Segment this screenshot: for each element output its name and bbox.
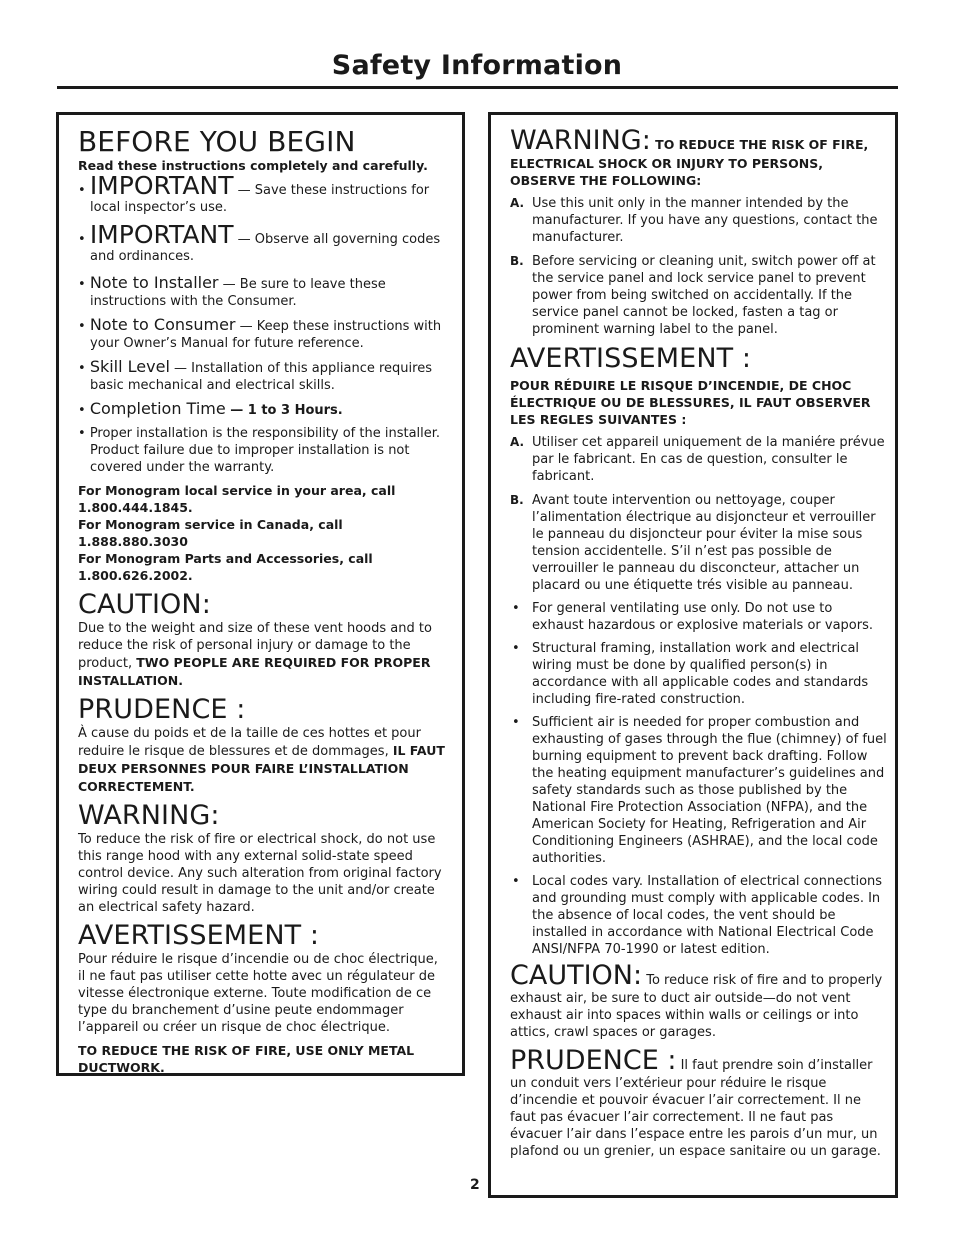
item-marker: A. bbox=[510, 435, 525, 449]
item-text: Avant toute intervention ou nettoyage, couper l’alimentation électrique au disjoncteur et verrouiller le panneau du disjoncteur pour éviter la mise sous tension accidentelle. S’il n’est pas possible de verrouiller le panneau du disconcteur, attacher un placard ou une étiquette trés visible au panneau. bbox=[532, 493, 876, 593]
skill-level-text: — Installation of this appliance requires basic mechanical and electrical skills. bbox=[90, 361, 432, 393]
completion-time-bullet: • Completion Time — 1 to 3 Hours. bbox=[78, 399, 343, 418]
important-codes-text: — Observe all governing codes and ordinances. bbox=[90, 232, 441, 264]
prudence-paragraph bbox=[510, 1047, 887, 1160]
bullet-structural bbox=[510, 640, 887, 708]
bullet-text: For general ventilating use only. Do not use to exhaust hazardous or explosive materials or vapors. bbox=[532, 601, 874, 633]
bullet-dot: • bbox=[512, 715, 520, 730]
parts-phone: For Monogram Parts and Accessories, call 1.800.626.2002. bbox=[78, 551, 373, 583]
caution-body: Due to the weight and size of these vent hoods and to reduce the risk of personal injury or damage to the product, bbox=[78, 621, 432, 671]
avertissement-heading: AVERTISSEMENT : bbox=[78, 920, 320, 951]
item-marker: A. bbox=[510, 196, 525, 210]
bullet-dot: • bbox=[512, 601, 520, 616]
warning-item-b bbox=[510, 253, 887, 338]
before-you-begin-box bbox=[56, 112, 465, 1076]
important-save-bullet: • IMPORTANT — Save these instructions for local inspector’s use. bbox=[78, 171, 430, 215]
item-text: Utiliser cet appareil uniquement de la maniére prévue par le fabricant. En cas de question, consulter le fabricant. bbox=[532, 435, 885, 484]
bullet-sufficient-air bbox=[510, 714, 887, 867]
warning-heading: WARNING: bbox=[510, 125, 651, 156]
title-rule bbox=[57, 86, 898, 89]
prudence-bold: IL FAUT DEUX PERSONNES POUR FAIRE L’INSTALLATION CORRECTEMENT. bbox=[78, 743, 445, 794]
proper-installation-bullet: • Proper installation is the responsibility of the installer. Product failure due to improper installation is not covered under the warranty. bbox=[78, 426, 441, 475]
important-save-text: — Save these instructions for local inspector’s use. bbox=[90, 183, 430, 215]
page-title: Safety Information bbox=[331, 50, 623, 81]
metal-ductwork-note: TO REDUCE THE RISK OF FIRE, USE ONLY METAL DUCTWORK. bbox=[78, 1043, 415, 1075]
bullet-ventilating bbox=[510, 600, 887, 634]
warning-lead-text: TO REDUCE THE RISK OF FIRE, ELECTRICAL SHOCK OR INJURY TO PERSONS, OBSERVE THE FOLLOWING: bbox=[510, 137, 869, 188]
service-canada-phone: For Monogram service in Canada, call 1.888.880.3030 bbox=[78, 517, 343, 549]
avertissement-lead: POUR RÉDUIRE LE RISQUE D’INCENDIE, DE CHOC ÉLECTRIQUE OU DE BLESSURES, IL FAUT OBSERVER LES REGLES SUIVANTES : bbox=[510, 378, 871, 427]
prudence-heading: PRUDENCE : bbox=[510, 1045, 677, 1076]
note-consumer-label: Note to Consumer bbox=[89, 315, 236, 334]
bullet-text: Sufficient air is needed for proper combustion and exhausting of gases through the flue (chimney) of fuel burning equipment to prevent back drafting. Follow the heating equipment manufacturer’s guidelines and safety standards such as those published by the National Fire Protection Association (NFPA), and the American Society for Heating, Refrigeration and Air Conditioning Engineers (ASHRAE), and the local code authorities. bbox=[532, 715, 887, 866]
avertissement-text: Pour réduire le risque d’incendie ou de choc électrique, il ne faut pas utiliser cette hotte avec un régulateur de vitesse électronique externe. Toute modification de ce type du branchement d’usine peute endommager l’appareil ou créer un risque de choc électrique. bbox=[78, 952, 438, 1035]
important-label: IMPORTANT bbox=[89, 171, 234, 200]
caution-heading: CAUTION: bbox=[510, 960, 643, 991]
bullet-local-codes bbox=[510, 873, 887, 958]
important-codes-bullet: • IMPORTANT — Observe all governing codes and ordinances. bbox=[78, 220, 441, 264]
item-marker: B. bbox=[510, 254, 524, 268]
warning-lead bbox=[510, 127, 887, 189]
item-text: Use this unit only in the manner intended by the manufacturer. If you have any questions, contact the manufacturer. bbox=[532, 196, 878, 245]
important-label: IMPORTANT bbox=[89, 220, 234, 249]
bullet-dot: • bbox=[512, 641, 520, 656]
page-number: 2 bbox=[470, 1177, 480, 1193]
caution-text: To reduce risk of fire and to properly exhaust air, be sure to duct air outside—do not vent exhaust air into spaces within walls or ceilings or into attics, crawl spaces or garages. bbox=[510, 973, 883, 1040]
item-text: Before servicing or cleaning unit, switch power off at the service panel and lock service panel to prevent power from being switched on accidentally. If the service panel cannot be locked, fasten a tag or prominent warning label to the panel. bbox=[532, 254, 876, 337]
note-consumer-text: — Keep these instructions with your Owner’s Manual for future reference. bbox=[90, 319, 442, 351]
completion-time-text: — 1 to 3 Hours. bbox=[225, 403, 343, 418]
note-consumer-bullet: • Note to Consumer — Keep these instructions with your Owner’s Manual for future reference. bbox=[78, 315, 442, 351]
note-installer-bullet: • Note to Installer — Be sure to leave these instructions with the Consumer. bbox=[78, 273, 386, 309]
skill-level-bullet: • Skill Level — Installation of this appliance requires basic mechanical and electrical skills. bbox=[78, 357, 432, 393]
warning-item-a bbox=[510, 195, 887, 246]
prudence-text: Il faut prendre soin d’installer un conduit vers l’extérieur pour réduire le risque d’incendie et pouvoir évacuer l’air correctement. Il ne faut pas évacuer l’air correctement. Il ne faut pas évacuer l’air dans l’espace entre les parois d’un mur, un plafond ou un grenier, un espace sanitaire ou un garage. bbox=[510, 1058, 881, 1159]
caution-bold: TWO PEOPLE ARE REQUIRED FOR PROPER INSTALLATION. bbox=[78, 655, 431, 688]
avertissement-heading: AVERTISSEMENT : bbox=[510, 343, 752, 374]
prudence-text bbox=[78, 725, 446, 796]
note-installer-label: Note to Installer bbox=[89, 273, 219, 292]
avertissement-item-a bbox=[510, 434, 887, 485]
proper-installation-text: Proper installation is the responsibility of the installer. Product failure due to improper installation is not covered under the warranty. bbox=[89, 426, 441, 475]
caution-heading: CAUTION: bbox=[78, 589, 211, 620]
warning-box bbox=[488, 112, 898, 1198]
warning-heading: WARNING: bbox=[78, 800, 220, 831]
caution-paragraph bbox=[510, 962, 887, 1041]
completion-time-label: Completion Time bbox=[89, 399, 226, 418]
prudence-heading: PRUDENCE : bbox=[78, 694, 246, 725]
item-marker: B. bbox=[510, 493, 524, 507]
service-us-phone: For Monogram local service in your area, call 1.800.444.1845. bbox=[78, 483, 396, 515]
note-installer-text: — Be sure to leave these instructions with the Consumer. bbox=[90, 277, 386, 309]
bullet-text: Structural framing, installation work and electrical wiring must be done by qualified person(s) in accordance with all applicable codes and standards including fire-rated construction. bbox=[532, 641, 869, 707]
prudence-body: À cause du poids et de la taille de ces hottes et pour reduire le risque de blessures et de dommages, bbox=[78, 726, 421, 759]
bullet-text: Local codes vary. Installation of electrical connections and grounding must comply with applicable codes. In the absence of local codes, the vent should be installed in accordance with National Electrical Code ANSI/NFPA 70-1990 or latest edition. bbox=[532, 874, 883, 957]
before-you-begin-heading: BEFORE YOU BEGIN bbox=[78, 125, 356, 158]
warning-text: To reduce the risk of fire or electrical shock, do not use this range hood with any external solid-state speed control device. Any such alteration from original factory wiring could result in damage to the unit and/or create an electrical safety hazard. bbox=[78, 832, 442, 915]
read-instructions-subheading: Read these instructions completely and carefully. bbox=[78, 158, 428, 173]
bullet-dot: • bbox=[512, 874, 520, 889]
caution-text bbox=[78, 620, 446, 690]
skill-level-label: Skill Level bbox=[89, 357, 170, 376]
avertissement-item-b bbox=[510, 492, 887, 594]
